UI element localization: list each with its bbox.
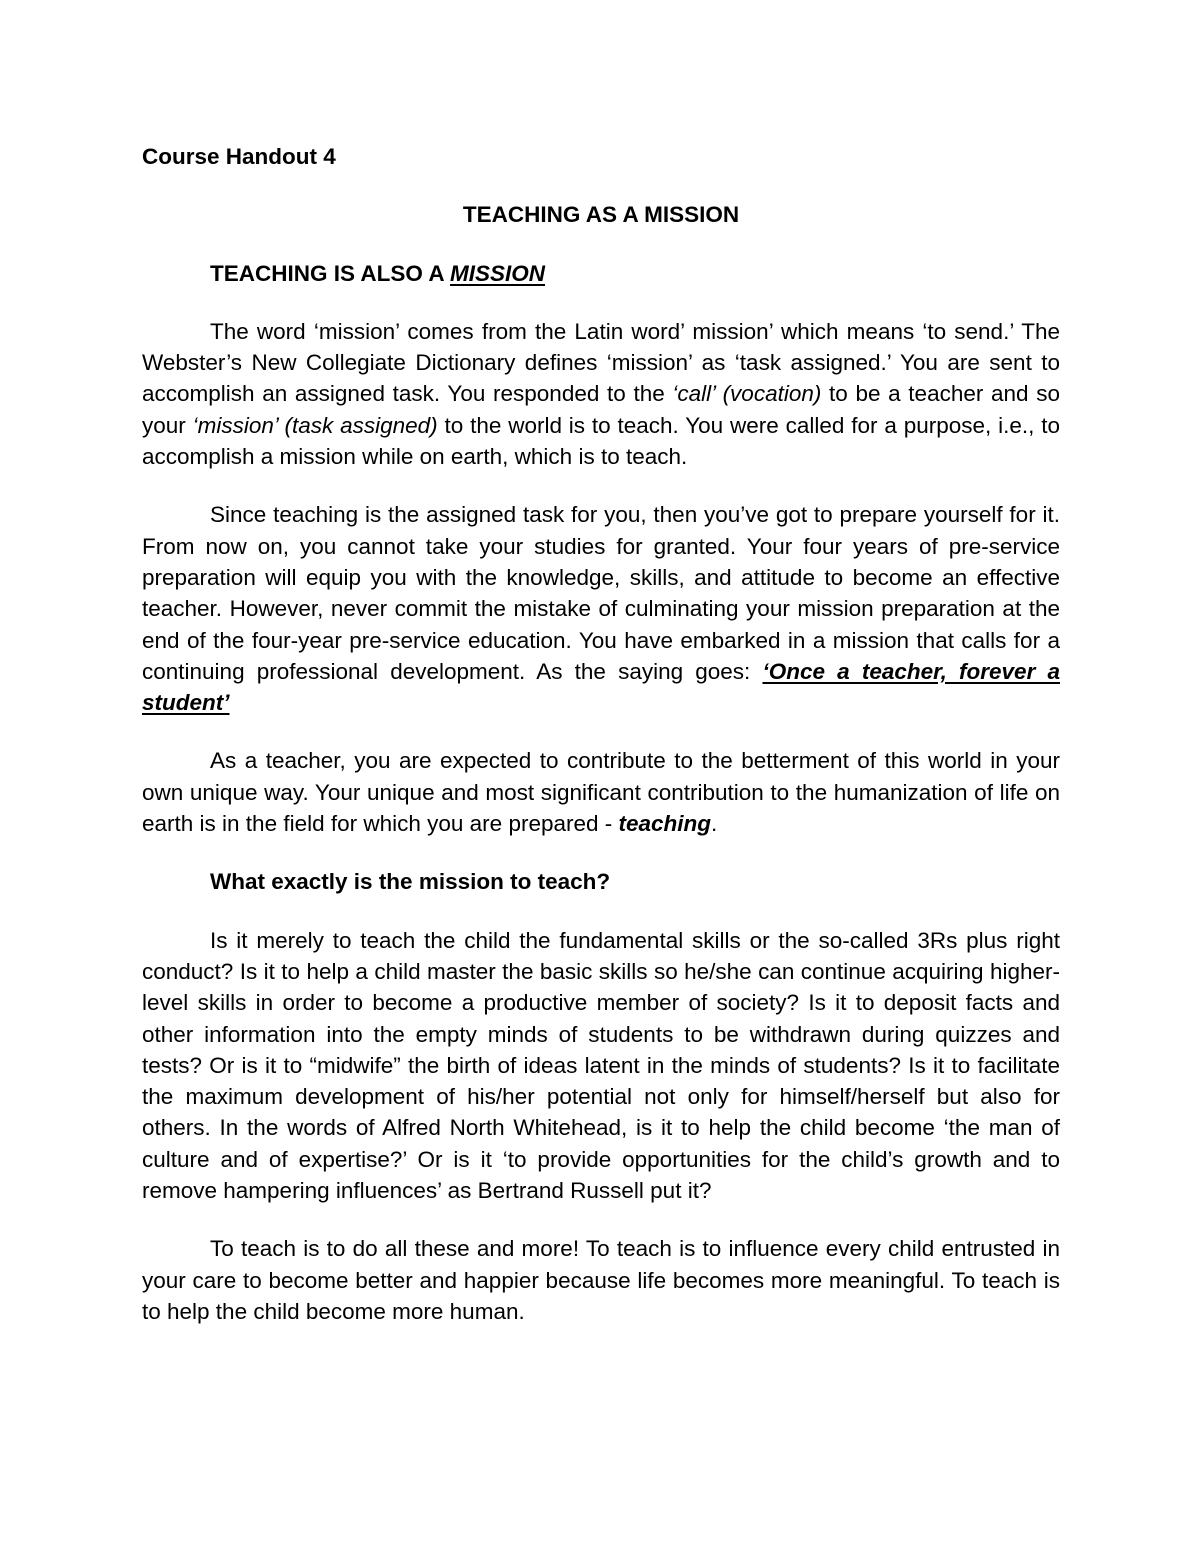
paragraph-1-part-2: to be a teacher and so your	[142, 381, 1060, 438]
paragraph-2-quote: ‘Once a teacher, forever a student’	[142, 658, 1060, 716]
paragraph-contribution	[142, 745, 1060, 839]
paragraph-2-part-1: Since teaching is the assigned task for you, then you’ve got to prepare yourself for it. From now on, you cannot take your studies for granted. Your four years of pre-service preparation will equip you with the knowledge, skills, and attitude to become an effective teacher. However, never commit the mistake of culminating your mission preparation at the end of the four-year pre-service education. You have embarked in a mission that calls for a continuing professional development. As the saying goes:	[142, 502, 1060, 684]
document-body	[142, 141, 1060, 1327]
section-heading-emphasis: MISSION	[450, 260, 546, 286]
paragraph-mission-definition	[142, 316, 1060, 472]
section-heading-prefix: TEACHING IS ALSO A	[210, 260, 451, 286]
paragraph-3-part-2: .	[711, 811, 718, 837]
paragraph-1-part-3: to the world is to teach. You were called for a purpose, i.e., to accomplish a mission while on earth, which is to teach.	[142, 412, 1060, 470]
paragraph-conclusion: To teach is to do all these and more! To teach is to influence every child entrusted in your care to become better and happier because life becomes more meaningful. To teach is to help the child become more human.	[142, 1236, 1060, 1324]
section-heading	[142, 258, 1060, 289]
paragraph-questions: Is it merely to teach the child the fundamental skills or the so-called 3Rs plus right conduct? Is it to help a child master the basic skills so he/she can continue acquiring higher-level skills in order to become a productive member of society? Is it to deposit facts and other information into the empty minds of students to be withdrawn during quizzes and tests? Or is it to “midwife” the birth of ideas latent in the minds of students? Is it to facilitate the maximum development of his/her potential not only for himself/herself but also for others. In the words of Alfred North Whitehead, is it to help the child become ‘the man of culture and of expertise?’ Or is it ‘to provide opportunities for the child’s growth and to remove hampering influences’ as Bertrand Russell put it?	[142, 927, 1060, 1204]
paragraph-3-emphasis-teaching: teaching	[618, 811, 712, 837]
paragraph-preparation	[142, 499, 1060, 718]
question-heading: What exactly is the mission to teach?	[210, 869, 611, 895]
paragraph-3-part-1: As a teacher, you are expected to contribute to the betterment of this world in your own unique way. Your unique and most significant contribution to the humanization of life on earth is in the field for which you are prepared -	[142, 748, 1060, 837]
paragraph-1-part-1: The word ‘mission’ comes from the Latin word’ mission’ which means ‘to send.’ The Webster’s New Collegiate Dictionary defines ‘mission’ as ‘task assigned.’ You are sent to accomplish an assigned task. You responded to the	[142, 318, 1060, 407]
paragraph-1-emphasis-call: ‘call’ (vocation)	[672, 381, 822, 407]
handout-label: Course Handout 4	[142, 144, 336, 169]
paragraph-1-emphasis-mission: ‘mission’ (task assigned)	[192, 412, 438, 438]
document-title: TEACHING AS A MISSION	[462, 202, 740, 228]
